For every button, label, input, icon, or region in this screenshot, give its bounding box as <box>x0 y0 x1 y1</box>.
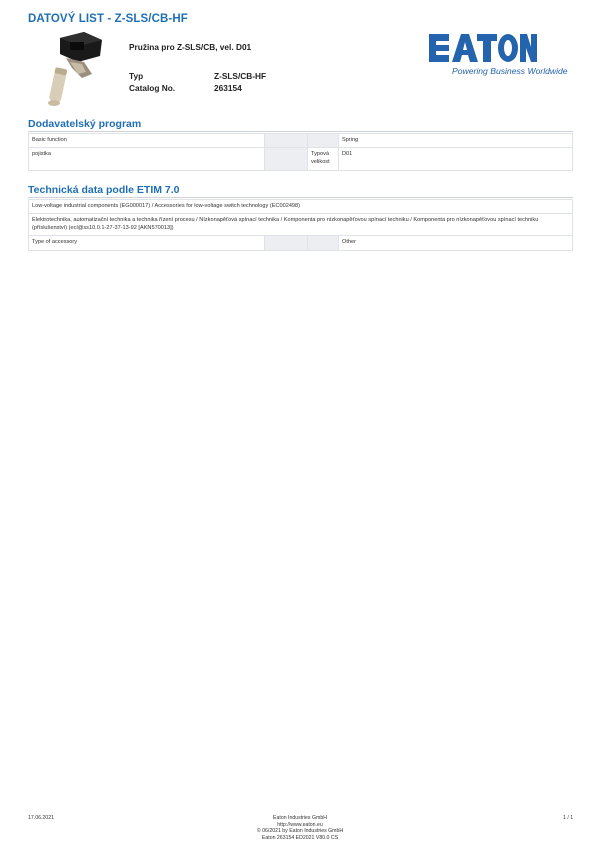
row-blank <box>265 134 308 148</box>
section-divider <box>28 197 573 198</box>
catalog-label: Catalog No. <box>129 83 176 93</box>
row-sub <box>308 236 339 250</box>
row-label: pojistka <box>29 148 265 171</box>
footer-date: 17.06.2021 <box>28 815 54 821</box>
table-row <box>29 200 573 214</box>
row-value: D01 <box>339 148 573 171</box>
section-divider <box>28 131 573 132</box>
row-sub <box>308 134 339 148</box>
table-row <box>29 236 573 250</box>
footer-copyright: © 06/2021 by Eaton Industries GmbH <box>256 828 344 834</box>
row-sub: Typová velikost <box>308 148 339 171</box>
footer-doc-id: Eaton 263154 ED2021 V80.0 CS <box>261 834 339 841</box>
table-row <box>29 214 573 236</box>
row-value: Spring <box>339 134 573 148</box>
technical-table <box>28 199 573 251</box>
technical-section-title: Technická data podle ETIM 7.0 <box>28 184 180 196</box>
classification-eclass: Elektrotechnika, automatizační technika a technika řízení procesu / Nízkonapěťová spínací technika / Komponenta pro nízkonapěťovou spínací techniku / Komponenta pro nízkonapěťovou spínací techniku (příslušenství) (ecl@ss10.0.1-27-37-13-92 [AKN570013]) <box>29 214 573 236</box>
footer-company: Eaton Industries GmbH <box>273 815 327 821</box>
product-description: Pružina pro Z-SLS/CB, vel. D01 <box>129 42 252 52</box>
row-blank <box>265 148 308 171</box>
row-value: Other <box>339 236 573 250</box>
footer-website: http://www.eaton.eu <box>277 821 323 828</box>
classification-etim: Low-voltage industrial components (EG000017) / Accessories for low-voltage switch technology (EC002498) <box>29 200 573 214</box>
eaton-logo <box>428 33 538 63</box>
supplier-section-title: Dodavatelský program <box>28 118 142 130</box>
catalog-value: 263154 <box>214 83 242 93</box>
row-blank <box>265 236 308 250</box>
table-row <box>29 134 573 148</box>
row-label: Basic function <box>29 134 265 148</box>
footer-page-number: 1 / 1 <box>563 815 574 821</box>
document-title: DATOVÝ LIST - Z-SLS/CB-HF <box>28 13 188 25</box>
supplier-table <box>28 133 573 171</box>
product-image <box>40 28 118 112</box>
footer-info <box>200 815 400 841</box>
type-label: Typ <box>129 71 144 81</box>
type-value: Z-SLS/CB-HF <box>214 71 267 81</box>
brand-tagline: Powering Business Worldwide <box>452 66 568 76</box>
table-row <box>29 148 573 171</box>
row-label: Type of accessory <box>29 236 265 250</box>
